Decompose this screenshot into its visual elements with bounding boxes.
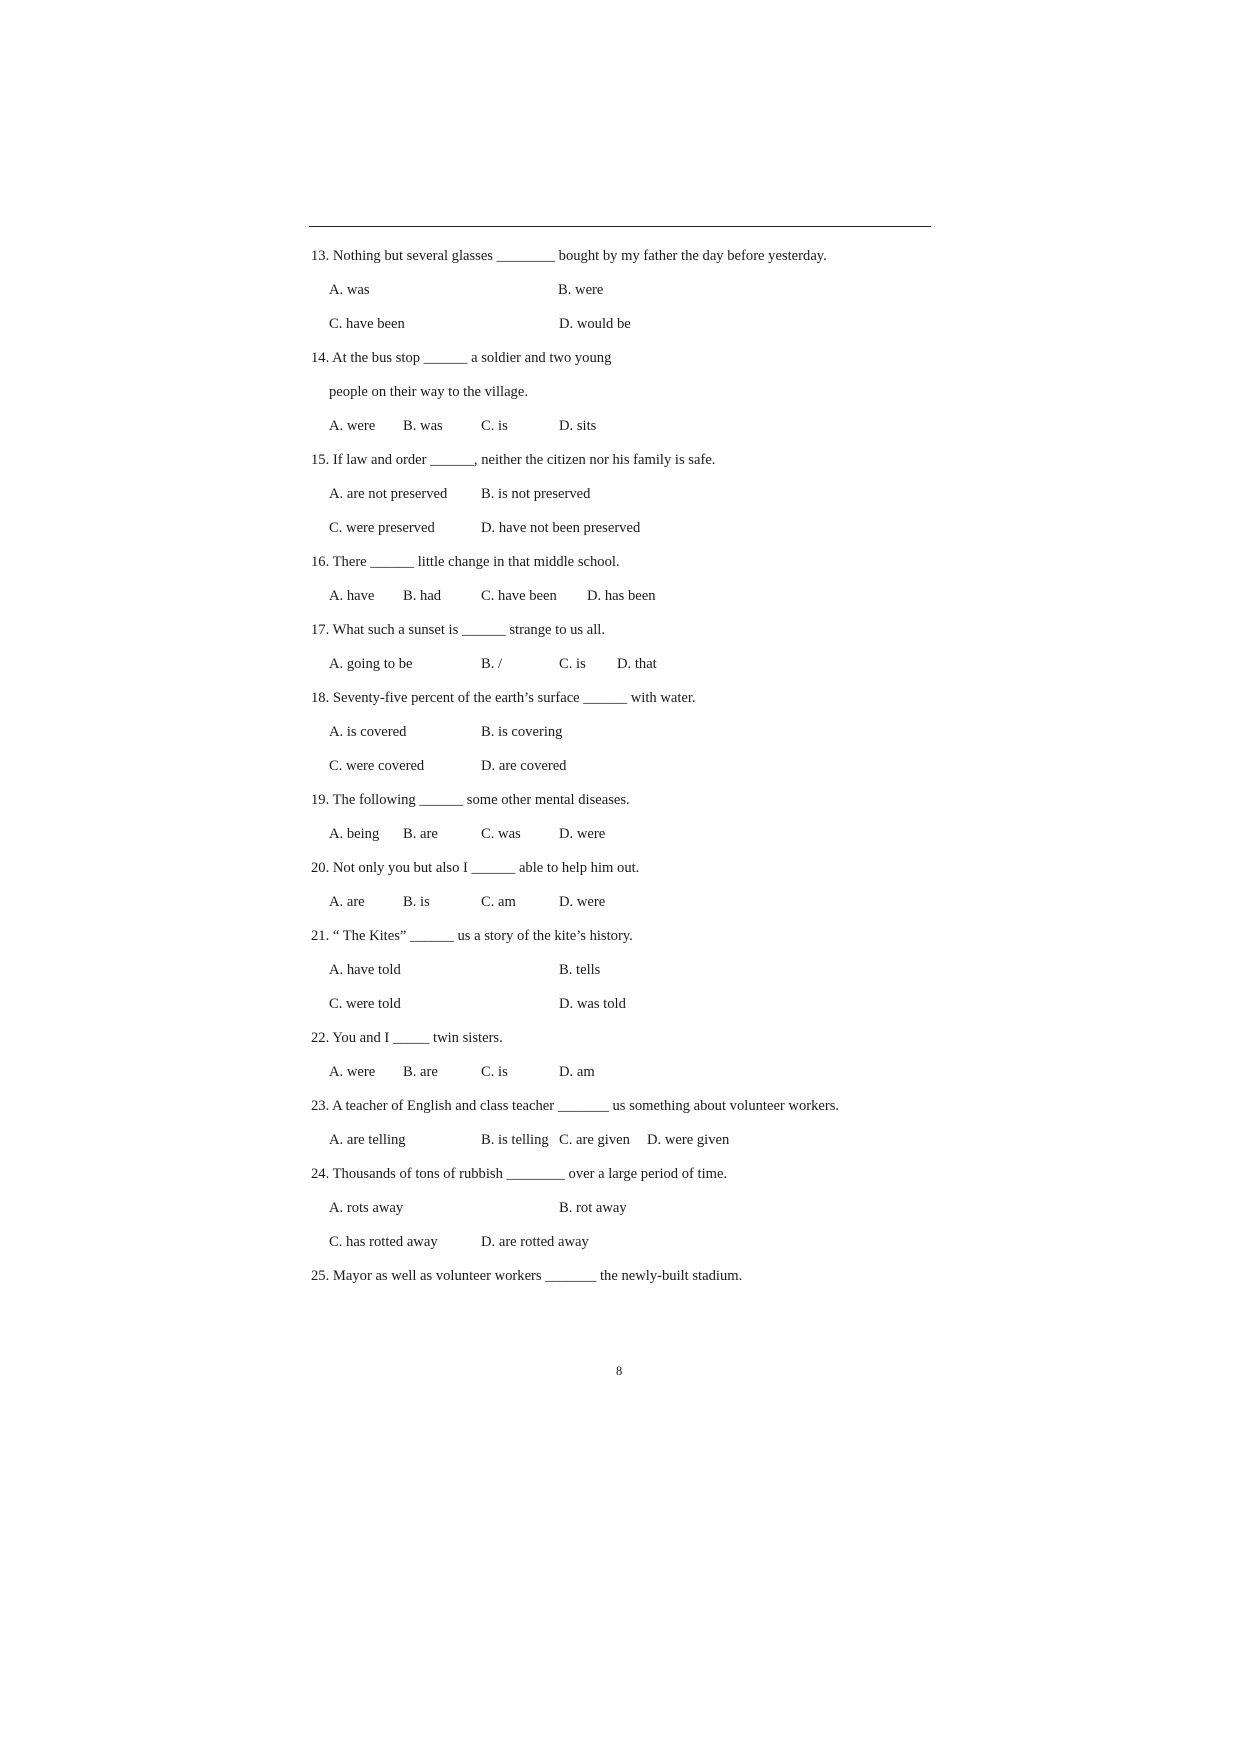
question-18-option-a: A. is covered	[329, 724, 407, 740]
question-20-option-a: A. are	[329, 894, 365, 910]
question-15-option-c: C. were preserved	[329, 520, 435, 536]
question-15-option-a: A. are not preserved	[329, 486, 448, 502]
question-13-option-b: B. were	[558, 282, 604, 298]
question-22-option-a: A. were	[329, 1064, 376, 1080]
question-22-stem: 22. You and I _____ twin sisters.	[311, 1030, 503, 1046]
question-23-stem: 23. A teacher of English and class teacher _______ us something about volunteer workers.	[311, 1098, 840, 1114]
question-16-option-b: B. had	[403, 588, 442, 604]
question-13-option-d: D. would be	[559, 316, 631, 332]
question-23-option-c: C. are given	[559, 1132, 630, 1148]
question-24-stem: 24. Thousands of tons of rubbish ________ over a large period of time.	[311, 1166, 728, 1182]
question-14-stem: 14. At the bus stop ______ a soldier and two young	[311, 350, 612, 366]
question-24-option-d: D. are rotted away	[481, 1234, 589, 1250]
question-16-stem: 16. There ______ little change in that middle school.	[311, 554, 620, 570]
question-19-option-c: C. was	[481, 826, 521, 842]
question-17-option-d: D. that	[617, 656, 657, 672]
question-14-option-b: B. was	[403, 418, 443, 434]
question-17-option-c: C. is	[559, 656, 586, 672]
question-15-option-b: B. is not preserved	[481, 486, 591, 502]
question-16-option-a: A. have	[329, 588, 375, 604]
question-19-option-b: B. are	[403, 826, 438, 842]
question-19-option-a: A. being	[329, 826, 380, 842]
question-24-option-b: B. rot away	[559, 1200, 627, 1216]
question-18-option-c: C. were covered	[329, 758, 425, 774]
question-20-option-c: C. am	[481, 894, 516, 910]
question-23-option-b: B. is telling	[481, 1132, 549, 1148]
question-13-stem: 13. Nothing but several glasses ________ bought by my father the day before yesterday.	[311, 248, 827, 264]
question-21-option-a: A. have told	[329, 962, 401, 978]
header-rule	[309, 226, 931, 227]
question-24-option-a: A. rots away	[329, 1200, 404, 1216]
question-19-stem: 19. The following ______ some other mental diseases.	[311, 792, 630, 808]
question-23-option-a: A. are telling	[329, 1132, 406, 1148]
question-19-option-d: D. were	[559, 826, 606, 842]
question-22-option-c: C. is	[481, 1064, 508, 1080]
question-17-option-b: B. /	[481, 656, 503, 672]
question-20-stem: 20. Not only you but also I ______ able to help him out.	[311, 860, 640, 876]
question-22-option-d: D. am	[559, 1064, 595, 1080]
question-17-option-a: A. going to be	[329, 656, 413, 672]
question-24-option-c: C. has rotted away	[329, 1234, 438, 1250]
question-15-stem: 15. If law and order ______, neither the citizen nor his family is safe.	[311, 452, 716, 468]
question-14-option-c: C. is	[481, 418, 508, 434]
question-23-option-d: D. were given	[647, 1132, 730, 1148]
question-20-option-b: B. is	[403, 894, 430, 910]
question-18-stem: 18. Seventy-five percent of the earth’s surface ______ with water.	[311, 690, 696, 706]
question-14-stem-continued: people on their way to the village.	[329, 384, 528, 400]
question-18-option-b: B. is covering	[481, 724, 563, 740]
question-22-option-b: B. are	[403, 1064, 438, 1080]
question-21-option-d: D. was told	[559, 996, 626, 1012]
question-16-option-d: D. has been	[587, 588, 656, 604]
question-14-option-a: A. were	[329, 418, 376, 434]
question-21-stem: 21. “ The Kites” ______ us a story of the kite’s history.	[311, 928, 633, 944]
question-18-option-d: D. are covered	[481, 758, 567, 774]
question-25-stem: 25. Mayor as well as volunteer workers _______ the newly-built stadium.	[311, 1268, 743, 1284]
question-17-stem: 17. What such a sunset is ______ strange to us all.	[311, 622, 605, 638]
question-14-option-d: D. sits	[559, 418, 597, 434]
question-13-option-a: A. was	[329, 282, 370, 298]
question-13-option-c: C. have been	[329, 316, 405, 332]
question-20-option-d: D. were	[559, 894, 606, 910]
question-15-option-d: D. have not been preserved	[481, 520, 641, 536]
page-number: 8	[616, 1364, 623, 1378]
question-21-option-c: C. were told	[329, 996, 401, 1012]
question-16-option-c: C. have been	[481, 588, 557, 604]
question-21-option-b: B. tells	[559, 962, 601, 978]
